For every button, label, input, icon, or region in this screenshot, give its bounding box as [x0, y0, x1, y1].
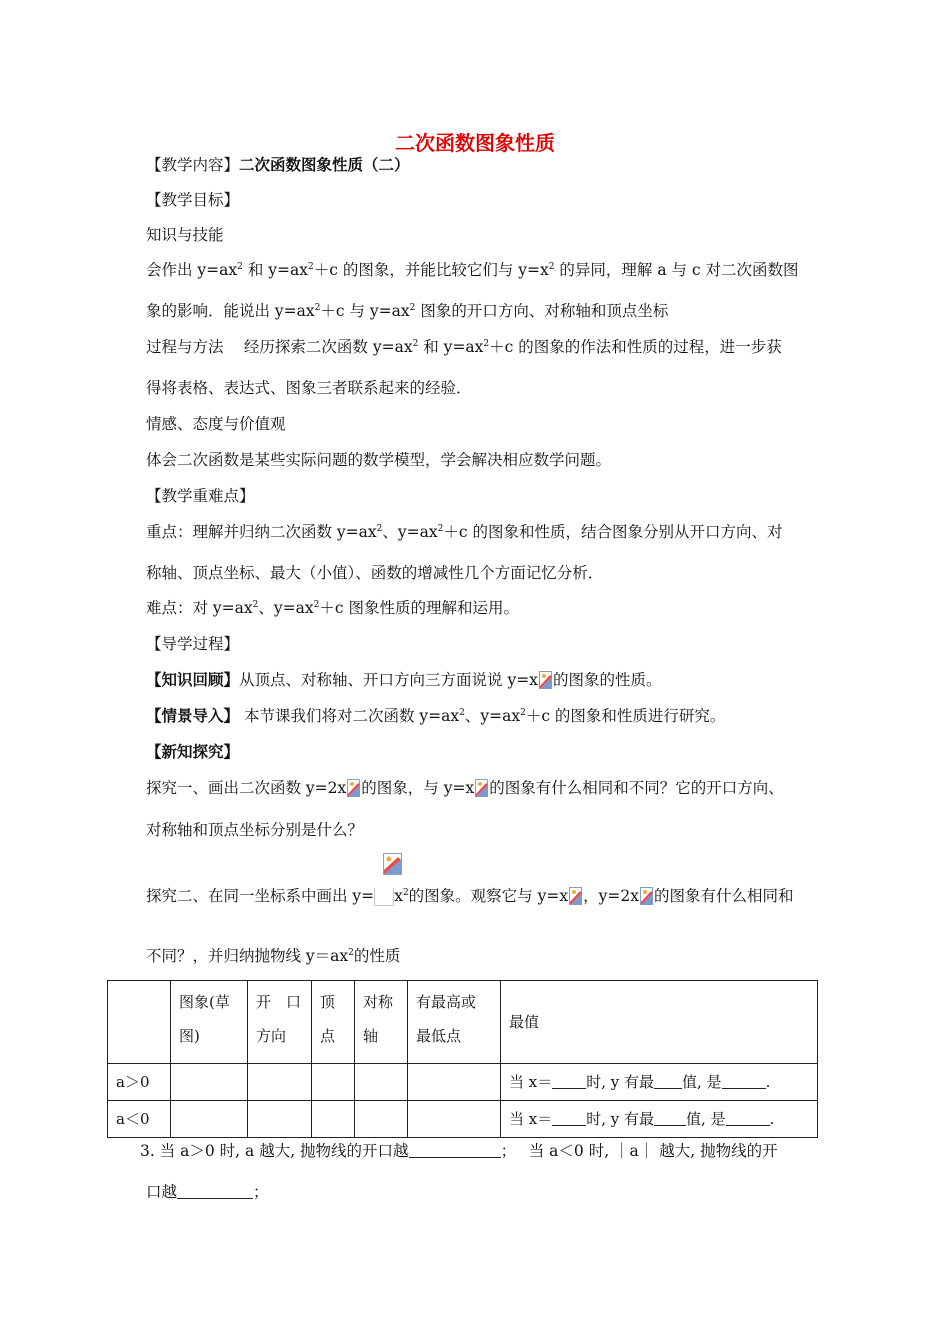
header-cell-vertex [312, 981, 355, 1064]
superscript: 2 [412, 339, 419, 349]
text-run: 探究一、画出二次函数 y=2x [146, 779, 347, 797]
superscript: 2 [520, 708, 526, 718]
explore-heading: 【新知探究】 [146, 743, 240, 761]
header-text: 顶 [320, 993, 336, 1011]
row-label: a＜0 [108, 1101, 171, 1138]
text-run: 和 y=ax [418, 338, 484, 356]
text-run: 的图象有什么相同和 [653, 887, 794, 905]
text-run: 过程与方法 经历探索二次函数 y=ax [146, 338, 413, 356]
header-cell-empty [108, 981, 171, 1064]
text-run: 3. 当 a＞0 时, a 越大, 抛物线的开口越 [140, 1142, 409, 1160]
answer-blank[interactable] [552, 1074, 586, 1089]
answer-blank[interactable] [726, 1111, 770, 1126]
text-run: 重点：理解并归纳二次函数 y=ax [146, 523, 377, 541]
superscript: 2 [313, 600, 320, 610]
text-run: 的图象有什么相同和不同？它的开口方向、 [489, 779, 784, 797]
broken-image-icon [347, 779, 360, 797]
guide-heading: 【导学过程】 [146, 635, 240, 653]
page-title: 二次函数图象性质 [395, 131, 555, 155]
superscript: 2 [402, 888, 409, 898]
answer-blank[interactable] [177, 1184, 253, 1199]
question-3-line-1 [140, 1141, 778, 1161]
text-run: 、y=ax [258, 599, 314, 617]
text-run: 本节课我们将对二次函数 y=ax [239, 707, 460, 725]
table-cell [171, 1101, 248, 1138]
knowledge-line-2 [146, 301, 668, 321]
header-text: 开 口 [256, 993, 302, 1011]
text-run: 探究二、在同一坐标系中画出 y= [146, 887, 375, 905]
text-run: ＋c 的图象和性质进行研究。 [525, 707, 726, 725]
header-text: 对称 [363, 993, 394, 1011]
table-cell [408, 1064, 501, 1101]
content-value: 二次函数图象性质（二） [239, 156, 410, 174]
content-label: 【教学内容】 [146, 156, 240, 174]
text-run: ＋c 的图象和性质，结合图象分别从开口方向、对 [443, 523, 783, 541]
text-run: 的图象，与 y=x [361, 779, 475, 797]
superscript: 2 [459, 708, 465, 718]
text-run: 不同？，并归纳抛物线 y＝ax [146, 947, 349, 965]
broken-image-icon [539, 671, 552, 689]
explore-1-line-2: 对称轴和顶点坐标分别是什么？ [146, 821, 364, 839]
superscript: 2 [409, 303, 416, 313]
table-cell [355, 1064, 408, 1101]
text-run: 值, 是 [686, 1110, 726, 1128]
row-label: a＞0 [108, 1064, 171, 1101]
answer-blank[interactable] [552, 1111, 586, 1126]
difficulty-line [146, 598, 519, 618]
explore-1-line-1 [146, 778, 784, 798]
text-run: x [394, 887, 403, 905]
text-run: 象的影响．能说出 y=ax [146, 302, 315, 320]
text-run: 、y=ax [464, 707, 521, 725]
text-run: 的性质 [353, 947, 401, 965]
key-line-1 [146, 522, 782, 542]
fraction-image-icon [383, 853, 402, 875]
header-text: 点 [320, 1027, 336, 1045]
question-3-line-2 [146, 1182, 269, 1202]
text-run: 值, 是 [682, 1073, 722, 1091]
text-run: ＋c 的图象的作法和性质的过程，进一步获 [489, 338, 782, 356]
table-row [108, 1101, 818, 1138]
text-run: 难点：对 y=ax [146, 599, 253, 617]
emotion-text: 体会二次函数是某些实际问题的数学模型，学会解决相应数学问题。 [146, 451, 612, 469]
key-heading: 【教学重难点】 [146, 487, 255, 505]
superscript: 2 [237, 262, 243, 272]
table-cell [248, 1064, 312, 1101]
superscript: 2 [376, 524, 383, 534]
superscript: 2 [348, 948, 354, 958]
header-text: 方向 [256, 1027, 287, 1045]
header-cell-extreme-point [408, 981, 501, 1064]
text-run: 图象的开口方向、对称轴和顶点坐标 [415, 302, 669, 320]
text-run: . [769, 1110, 775, 1128]
text-run: ＋c 与 y=ax [320, 302, 410, 320]
superscript: 2 [483, 339, 490, 349]
answer-blank[interactable] [654, 1111, 686, 1126]
goal-heading: 【教学目标】 [146, 191, 240, 209]
answer-blank[interactable] [654, 1074, 682, 1089]
text-run: ，y=2x [583, 887, 639, 905]
text-run: 的图象的性质。 [552, 671, 662, 689]
table-cell [312, 1064, 355, 1101]
intro-line [146, 706, 725, 726]
table-cell [408, 1101, 501, 1138]
text-run: ＋c 的图象，并能比较它们与 y=x [313, 261, 549, 279]
table-cell [355, 1101, 408, 1138]
explore-2-line-1 [146, 886, 793, 906]
header-cell-direction [248, 981, 312, 1064]
superscript: 2 [307, 262, 314, 272]
header-text: 图) [179, 1027, 200, 1045]
key-line-2: 称轴、顶点坐标、最大（小值）、函数的增减性几个方面记忆分析． [146, 564, 604, 582]
text-run: 当 x＝ [509, 1073, 553, 1091]
header-text: 有最高或 [416, 993, 477, 1011]
superscript: 2 [314, 303, 321, 313]
fraction-placeholder [374, 888, 394, 906]
process-line-2: 得将表格、表达式、图象三者联系起来的经验． [146, 379, 472, 397]
text-run: ＋c 图象性质的理解和运用。 [319, 599, 519, 617]
header-text: 最低点 [416, 1027, 462, 1045]
superscript: 2 [437, 524, 444, 534]
text-run: ； [253, 1183, 269, 1201]
emotion-heading: 情感、态度与价值观 [146, 415, 286, 433]
properties-table [107, 980, 818, 1138]
text-run: 口越 [146, 1183, 178, 1201]
superscript: 2 [252, 600, 259, 610]
review-label: 【知识回顾】 [146, 671, 240, 689]
knowledge-line-1 [146, 260, 799, 280]
text-run: 从顶点、对称轴、开口方向三方面说说 y=x [239, 671, 538, 689]
text-run: 的异同，理解 a 与 c 对二次函数图 [554, 261, 799, 279]
header-cell-graph [171, 981, 248, 1064]
text-run: 的图象。观察它与 y=x [408, 887, 569, 905]
broken-image-icon [640, 887, 653, 905]
review-line [146, 670, 661, 690]
process-line-1 [146, 337, 782, 357]
header-text: 图象(草 [179, 993, 230, 1011]
table-cell [171, 1064, 248, 1101]
explore-2-line-2 [146, 946, 400, 966]
header-cell-axis [355, 981, 408, 1064]
table-cell [248, 1101, 312, 1138]
knowledge-heading: 知识与技能 [146, 226, 224, 244]
text-run: ； 当 a＜0 时, ｜a｜ 越大, 抛物线的开 [500, 1142, 778, 1160]
text-run: . [765, 1073, 771, 1091]
intro-label: 【情景导入】 [146, 707, 240, 725]
text-run: 当 x＝ [509, 1110, 553, 1128]
header-text: 轴 [363, 1027, 379, 1045]
text-run: 和 y=ax [242, 261, 308, 279]
table-row [108, 1064, 818, 1101]
text-run: 会作出 y=ax [146, 261, 238, 279]
answer-blank[interactable] [722, 1074, 766, 1089]
text-run: 时, y 有最 [586, 1073, 655, 1091]
text-run: 时, y 有最 [586, 1110, 655, 1128]
header-cell-extreme-value: 最值 [501, 981, 818, 1064]
extreme-cell [501, 1101, 818, 1138]
table-header-row [108, 981, 818, 1064]
superscript: 2 [548, 262, 555, 272]
broken-image-icon [569, 887, 582, 905]
answer-blank[interactable] [409, 1143, 501, 1158]
text-run: 、y=ax [382, 523, 438, 541]
teaching-content-line [146, 155, 410, 175]
extreme-cell [501, 1064, 818, 1101]
table-cell [312, 1101, 355, 1138]
broken-image-icon [475, 779, 488, 797]
